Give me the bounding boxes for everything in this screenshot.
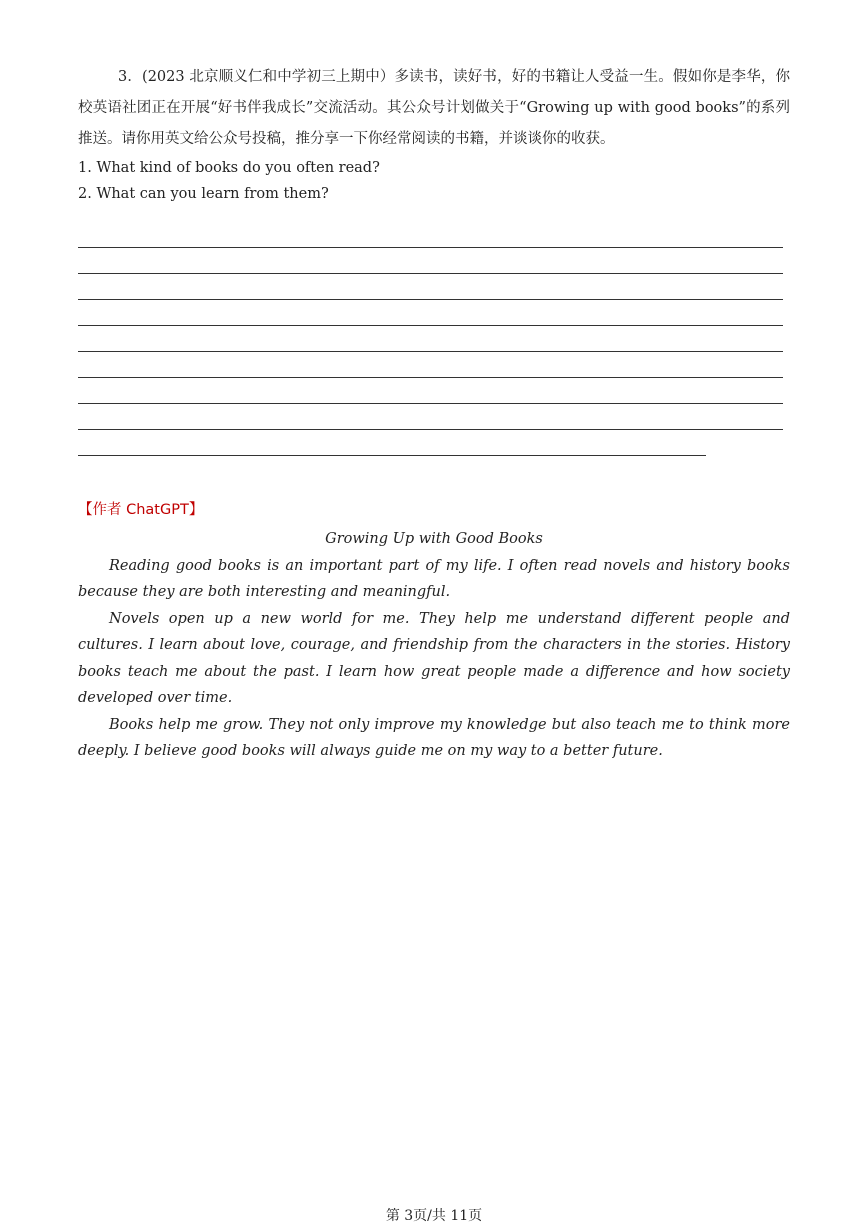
prompt-2: 2. What can you learn from them? bbox=[78, 186, 329, 202]
answer-line bbox=[78, 404, 783, 430]
prompt-1: 1. What kind of books do you often read? bbox=[78, 160, 380, 176]
essay-title: Growing Up with Good Books bbox=[325, 531, 543, 547]
page-footer: 第 3页/共 11页 bbox=[385, 1208, 483, 1224]
answer-line bbox=[78, 274, 783, 300]
answer-line bbox=[78, 222, 783, 248]
answer-line bbox=[78, 300, 783, 326]
author-label: 【作者 ChatGPT】 bbox=[78, 502, 204, 518]
question-block bbox=[78, 62, 790, 207]
answer-line-last bbox=[78, 430, 706, 456]
answer-line bbox=[78, 352, 783, 378]
question-intro: 3．(2023 北京顺义仁和中学初三上期中）多读书，读好书，好的书籍让人受益一生。假如你是李华，你校英语社团正在开展“好书伴我成长”交流活动。其公众号计划做关于“Growing up with good books”的系列推送。请你用英文给公众号投稿，推分享一下你经常阅读的书籍，并谈谈你的收获。 bbox=[78, 69, 790, 147]
answer-lines bbox=[78, 222, 783, 456]
answer-line bbox=[78, 326, 783, 352]
essay-paragraph-2: Novels open up a new world for me. They help me understand different people and cultures. I learn about love, courage, and friendship from the characters in the stories. History books teach me about the past. I learn how great people made a difference and how society developed over time. bbox=[78, 610, 790, 706]
model-essay bbox=[78, 526, 790, 765]
essay-paragraph-1: Reading good books is an important part of my life. I often read novels and history books because they are both interesting and meaningful. bbox=[78, 557, 790, 600]
answer-line bbox=[78, 248, 783, 274]
answer-line bbox=[78, 378, 783, 404]
essay-paragraph-3: Books help me grow. They not only improve my knowledge but also teach me to think more deeply. I believe good books will always guide me on my way to a better future. bbox=[78, 716, 790, 759]
